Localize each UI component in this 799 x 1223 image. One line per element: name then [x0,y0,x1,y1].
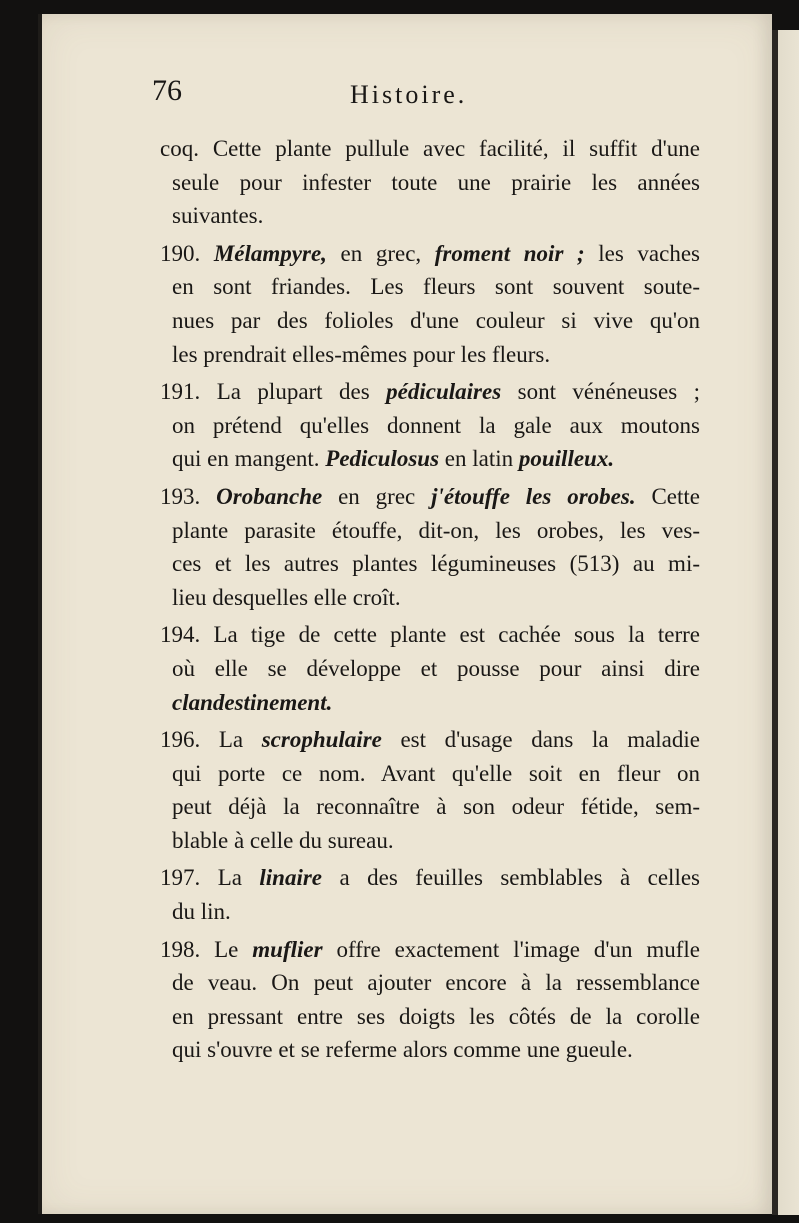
text-segment: peut déjà la reconnaître à son odeur fétide, sem- [172,794,700,820]
page-header [152,74,712,114]
text-segment: plante parasite étouffe, dit-on, les orobes, les ves- [172,517,700,543]
italic-term: clandestinement. [172,689,333,715]
text-segment: a des feuilles semblables à celles [322,865,700,891]
paragraph [160,375,700,476]
text-line [160,861,700,895]
text-segment: en grec, [326,240,435,266]
text-line [160,237,700,271]
text-line [160,375,700,409]
text-segment: du lin. [172,899,231,925]
italic-term: Orobanche [216,483,323,509]
italic-term: pédiculaires [386,379,502,405]
text-line [160,1000,700,1034]
text-line [160,652,700,686]
text-line [160,409,700,443]
text-segment: 190. [160,240,214,266]
text-line [160,757,700,791]
text-segment: 193. [160,483,217,509]
text-segment: les prendrait elles-mêmes pour les fleurs. [172,341,551,367]
text-line [160,618,700,652]
paragraph [160,480,700,614]
text-segment: Cette [635,483,700,509]
text-segment: 194. La tige de cette plante est cachée sous la terre [160,622,700,648]
paragraph [160,861,700,928]
text-line [160,480,700,514]
text-segment: nues par des folioles d'une couleur si vive qu'on [172,307,700,333]
text-line [160,933,700,967]
italic-term: scrophulaire [261,727,382,753]
text-segment: 198. Le [160,936,253,962]
text-segment: sont vénéneuses ; [501,379,700,405]
text-line [160,514,700,548]
italic-term: pouilleux. [518,446,615,472]
text-line [160,581,700,615]
paragraph [160,237,700,371]
text-line [160,790,700,824]
text-segment: ces et les autres plantes légumineuses (513) au mi- [172,551,700,577]
page-number: 76 [152,74,182,107]
text-segment: en grec [322,483,432,509]
text-line [160,686,700,720]
next-page-edge [772,30,799,1215]
text-segment: offre exactement l'image d'un mufle [322,936,700,962]
italic-term: froment noir ; [434,240,585,266]
text-line [160,1033,700,1067]
text-segment: lieu desquelles elle croît. [172,584,401,610]
italic-term: linaire [259,865,323,891]
paragraph [160,723,700,857]
body-text [160,132,700,1067]
text-segment: qui porte ce nom. Avant qu'elle soit en fleur on [172,760,700,786]
text-segment: on prétend qu'elles donnent la gale aux moutons [172,412,700,438]
text-line [160,966,700,1000]
text-segment: 196. La [160,727,262,753]
paragraph [160,132,700,233]
text-segment: seule pour infester toute une prairie les années [172,169,700,195]
text-line [160,199,700,233]
text-segment: suivantes. [172,203,264,229]
text-line [160,270,700,304]
text-line [160,442,700,476]
text-line [160,723,700,757]
italic-term: Pediculosus [325,446,440,472]
text-line [160,547,700,581]
text-line [160,132,700,166]
text-line [160,304,700,338]
text-line [160,895,700,929]
text-line [160,338,700,372]
running-title: Histoire. [350,80,468,109]
text-segment: est d'usage dans la maladie [381,727,700,753]
paragraph [160,618,700,719]
text-segment: de veau. On peut ajouter encore à la ressemblance [172,970,700,996]
text-segment: 197. La [160,865,260,891]
italic-term: muflier [252,936,323,962]
text-segment: qui s'ouvre et se referme alors comme une gueule. [172,1037,633,1063]
text-segment: où elle se développe et pousse pour ainsi dire [172,655,700,681]
text-segment: coq. Cette plante pullule avec facilité, il suffit d'une [160,136,700,161]
text-segment: en latin [439,446,519,472]
paragraph [160,933,700,1067]
text-segment: en sont friandes. Les fleurs sont souvent soute- [172,274,700,300]
italic-term: j'étouffe les orobes. [431,483,636,509]
text-segment: 191. La plupart des [160,379,387,405]
italic-term: Mélampyre, [213,240,327,266]
text-segment: qui en mangent. [172,446,326,472]
text-segment: les vaches [584,240,700,266]
text-line [160,824,700,858]
text-segment: blable à celle du sureau. [172,827,394,853]
text-line [160,166,700,200]
text-segment: en pressant entre ses doigts les côtés de la corolle [172,1003,700,1029]
